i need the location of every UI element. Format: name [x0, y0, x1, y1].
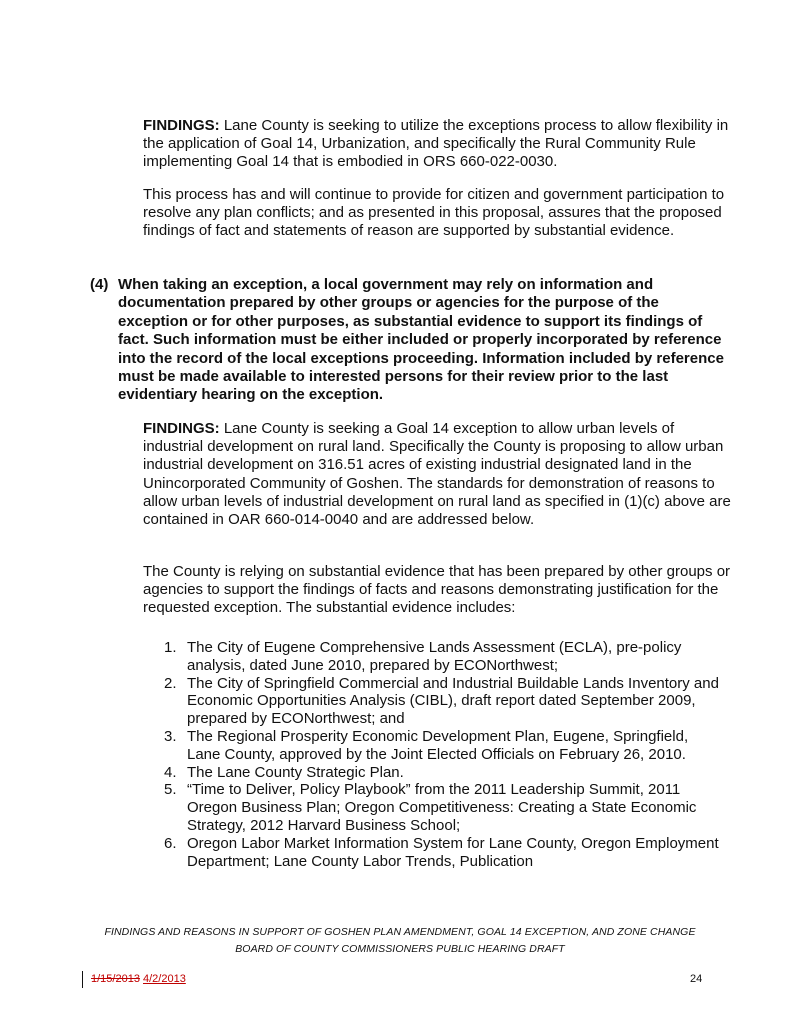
list-item	[164, 728, 724, 764]
list-item-number: 3.	[164, 727, 177, 745]
deleted-date: 1/15/2013	[91, 973, 140, 985]
process-paragraph: This process has and will continue to provide for citizen and government participation to resolve any plan conflicts; and as presented in this proposal, assures that the proposed findings of fact and statements of reason are supported by substantial evidence.	[143, 186, 725, 240]
findings-label: FINDINGS:	[143, 420, 220, 437]
list-item-text: The City of Eugene Comprehensive Lands Assessment (ECLA), pre-policy analysis, dated June 2010, prepared by ECONorthwest;	[187, 639, 682, 674]
list-item	[164, 675, 724, 728]
evidence-intro-paragraph: The County is relying on substantial evidence that has been prepared by other groups or agencies to support the findings of facts and reasons demonstrating justification for the requested exception. The substantial evidence includes:	[143, 563, 731, 617]
list-item	[164, 764, 724, 782]
revision-bar	[82, 971, 83, 988]
list-item-number: 1.	[164, 639, 177, 656]
list-item-text: Oregon Labor Market Information System for Lane County, Oregon Employment Department; Lane County Labor Trends, Publication	[187, 834, 719, 870]
findings-paragraph-2	[143, 420, 733, 529]
footer-subtitle: BOARD OF COUNTY COMMISSIONERS PUBLIC HEARING DRAFT	[235, 943, 565, 955]
footer-title: FINDINGS AND REASONS IN SUPPORT OF GOSHEN PLAN AMENDMENT, GOAL 14 EXCEPTION, AND ZONE CHANGE	[104, 926, 696, 938]
findings-text: Lane County is seeking to utilize the exceptions process to allow flexibility in the application of Goal 14, Urbanization, and specifically the Rural Community Rule implementing Goal 14 that is embodied in ORS 660-022-0030.	[143, 117, 729, 171]
list-item-number: 4.	[164, 763, 177, 781]
list-item-number: 5.	[164, 781, 177, 799]
list-item-number: 2.	[164, 674, 177, 692]
list-item	[164, 639, 724, 675]
footer-date	[91, 973, 186, 985]
page-number: 24	[690, 973, 703, 985]
list-item-text: The City of Springfield Commercial and Industrial Buildable Lands Inventory and Economic Opportunities Analysis (CIBL), draft report dated September 2009, prepared by ECONorthwest; and	[187, 674, 719, 728]
list-item	[164, 781, 724, 834]
evidence-list	[164, 639, 724, 870]
requirement-4	[90, 276, 730, 405]
inserted-date: 4/2/2013	[143, 973, 186, 985]
list-item-text: The Regional Prosperity Economic Development Plan, Eugene, Springfield, Lane County, approved by the Joint Elected Officials on February 26, 2010.	[187, 727, 689, 763]
findings-paragraph-1	[143, 117, 733, 172]
findings-label: FINDINGS:	[143, 117, 220, 134]
list-item-text: The Lane County Strategic Plan.	[187, 763, 404, 781]
findings-text: Lane County is seeking a Goal 14 exception to allow urban levels of industrial development on rural land. Specifically the County is proposing to allow urban industrial development on 316.51 acres of existing industrial designated land in the Unincorporated Community of Goshen. The standards for demonstration of reasons to allow urban levels of industrial development on rural land as specified in (1)(c) above are contained in OAR 660-014-0040 and are addressed below.	[143, 420, 731, 529]
list-item-text: “Time to Deliver, Policy Playbook” from the 2011 Leadership Summit, 2011 Oregon Business Plan; Oregon Competitiveness: Creating a State Economic Strategy, 2012 Harvard Business School;	[187, 781, 697, 834]
list-item	[164, 835, 724, 871]
requirement-text: When taking an exception, a local government may rely on information and documentation prepared by other groups or agencies for the purpose of the exception or for other purposes, as substantial evidence to support its findings of fact. Such information must be either included or properly incorporated by reference into the record of the local exceptions proceeding. Information included by reference must be made available to interested persons for their review prior to the last evidentiary hearing on the exception.	[118, 276, 724, 404]
list-item-number: 6.	[164, 834, 177, 852]
requirement-number: (4)	[90, 276, 109, 293]
